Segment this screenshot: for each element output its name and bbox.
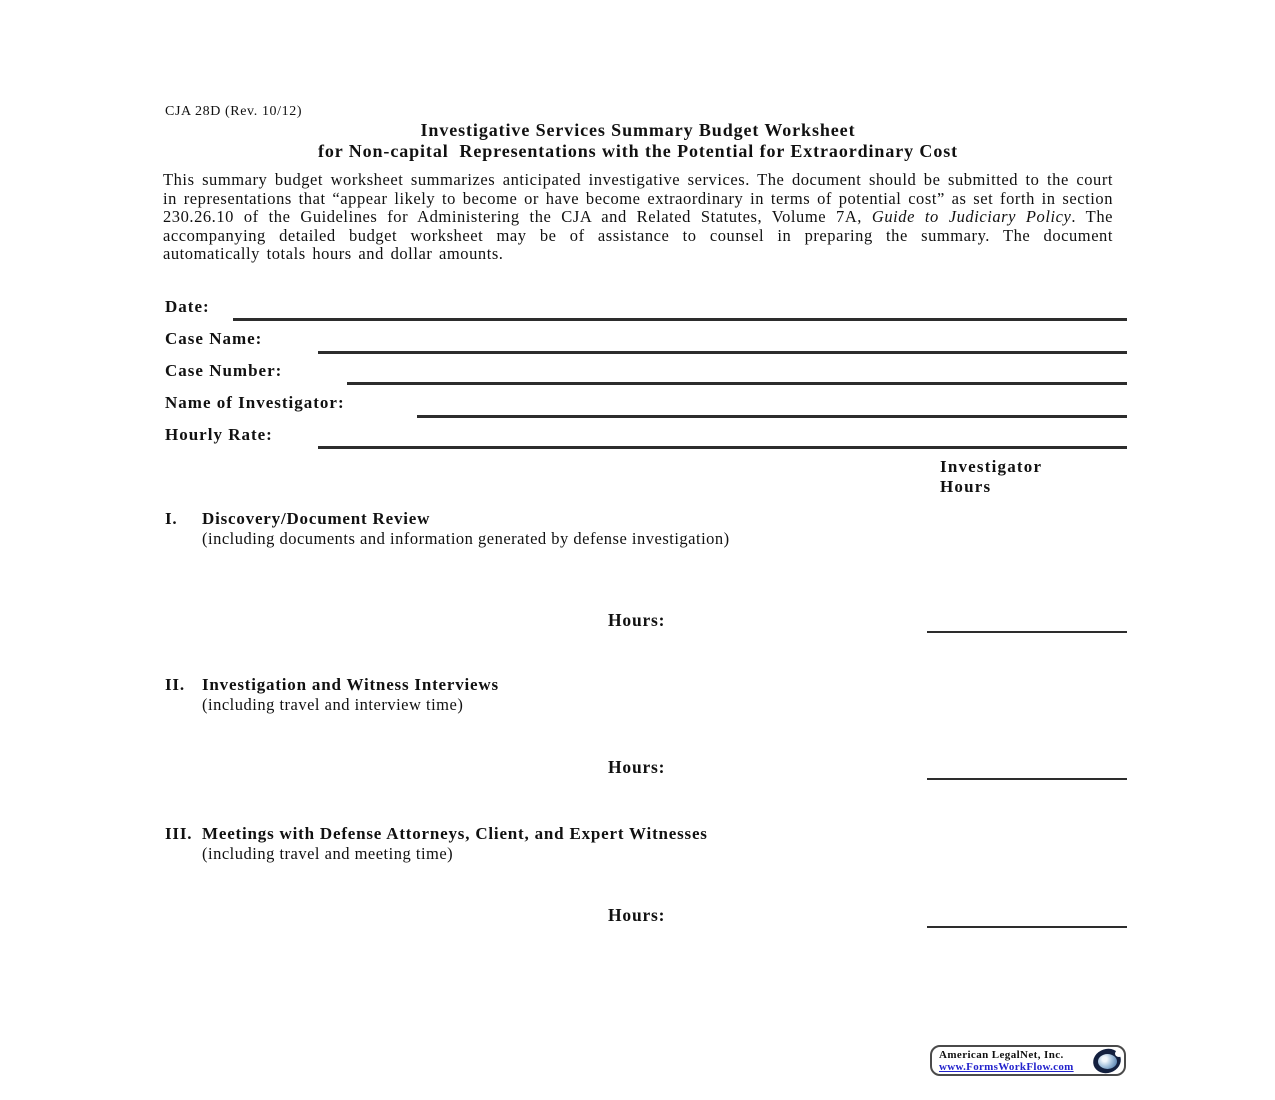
date-input-line[interactable] (233, 318, 1127, 321)
case-name-input-line[interactable] (318, 351, 1127, 354)
section-discovery (165, 509, 905, 550)
investigator-hours-header-line1: Investigator (940, 457, 1043, 476)
section-investigation (165, 675, 905, 716)
case-number-label: Case Number: (165, 361, 283, 380)
hourly-rate-input-line[interactable] (318, 446, 1127, 449)
section-investigation-title: Investigation and Witness Interviews (202, 675, 499, 694)
legalnet-website-link[interactable]: www.FormsWorkFlow.com (939, 1060, 1074, 1073)
intro-paragraph (163, 171, 1113, 264)
case-number-input-line[interactable] (347, 382, 1127, 385)
section-investigation-hours-line[interactable] (927, 778, 1127, 780)
section-discovery-numeral: I. (165, 509, 178, 528)
legalnet-company-name: American LegalNet, Inc. (939, 1048, 1064, 1061)
form-title-line1: Investigative Services Summary Budget Worksheet (420, 120, 856, 140)
section-meetings-hours-label: Hours: (608, 905, 666, 925)
hourly-rate-label: Hourly Rate: (165, 425, 273, 444)
legalnet-globe-icon (1093, 1049, 1121, 1073)
investigator-hours-header (940, 457, 1042, 497)
section-meetings-numeral: III. (165, 824, 193, 843)
section-discovery-subtitle: (including documents and information generated by defense investigation) (202, 529, 730, 548)
form-title-line2: for Non-capital Representations with the Potential for Extraordinary Cost (317, 141, 959, 161)
section-meetings-hours-line[interactable] (927, 926, 1127, 928)
case-name-label: Case Name: (165, 329, 263, 348)
section-investigation-hours-label: Hours: (608, 757, 666, 777)
intro-text-after: . The accompanying detailed budget worksheet may be of assistance to counsel in preparing the summary. The document automatically totals hours and dollar amounts. (163, 207, 1113, 264)
investigator-hours-header-line2: Hours (940, 477, 992, 496)
section-discovery-hours-label: Hours: (608, 610, 666, 630)
form-id: CJA 28D (Rev. 10/12) (165, 104, 303, 119)
section-meetings-subtitle: (including travel and meeting time) (202, 844, 454, 863)
section-investigation-subtitle: (including travel and interview time) (202, 695, 464, 714)
section-discovery-title: Discovery/Document Review (202, 509, 431, 528)
intro-text-before: This summary budget worksheet summarizes anticipated investigative services. The document should be submitted to the court in representations that “appear likely to become or have become extraordinary in terms of potential cost” as set forth in section 230.26.10 of the Guidelines for Administering the CJA and Related Statutes, Volume 7A, (163, 170, 1113, 227)
section-investigation-numeral: II. (165, 675, 185, 694)
date-label: Date: (165, 297, 210, 316)
intro-italic-citation: Guide to Judiciary Policy (871, 207, 1072, 227)
investigator-name-input-line[interactable] (417, 415, 1127, 418)
section-meetings (165, 824, 905, 865)
section-discovery-hours-line[interactable] (927, 631, 1127, 633)
legalnet-stamp (930, 1045, 1126, 1076)
section-meetings-title: Meetings with Defense Attorneys, Client, and Expert Witnesses (202, 824, 708, 843)
investigator-name-label: Name of Investigator: (165, 393, 345, 412)
